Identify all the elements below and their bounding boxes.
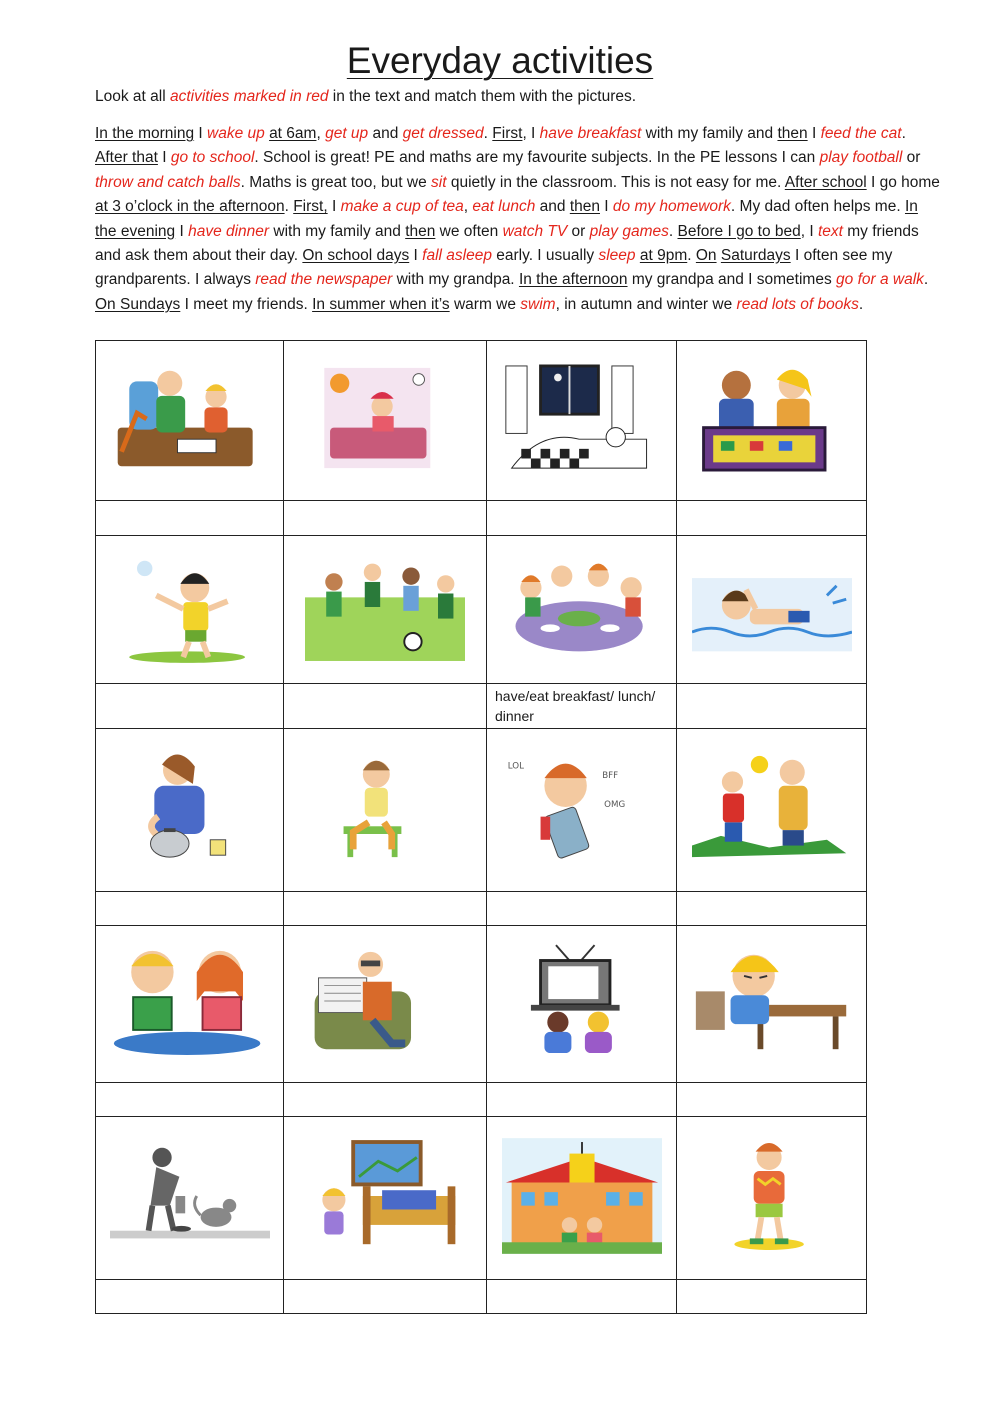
time-phrase: then	[405, 222, 436, 240]
passage-text: early. I usually	[491, 247, 599, 265]
activity-phrase: swim	[520, 295, 556, 313]
passage-text: warm we	[449, 295, 521, 313]
boy-catching-ball-picture	[110, 547, 270, 667]
activity-phrase: get dressed	[402, 125, 484, 142]
time-phrase: In the morning	[95, 125, 195, 142]
activity-phrase: do my homework	[612, 198, 731, 216]
time-phrase: On	[695, 247, 717, 265]
answer-cell[interactable]: have/eat breakfast/ lunch/ dinner	[487, 684, 677, 729]
children-going-to-school-picture	[502, 1136, 662, 1256]
passage-text: quietly in the classroom. This is not easy for me.	[446, 173, 785, 191]
time-phrase: After school	[784, 173, 867, 191]
picture-cell	[677, 535, 867, 683]
answer-cell[interactable]	[487, 1279, 677, 1313]
answer-row	[96, 501, 867, 535]
activity-phrase: wake up	[207, 125, 265, 142]
worksheet-title: Everyday activities	[346, 40, 654, 81]
reading-passage	[95, 122, 940, 317]
passage-text: and	[368, 125, 403, 142]
boy-texting-on-phone-picture	[502, 747, 662, 867]
picture-row	[96, 729, 867, 892]
answer-cell[interactable]	[677, 1279, 867, 1313]
boy-getting-up-from-bed-picture	[305, 1136, 465, 1256]
time-phrase: In the evening	[95, 198, 918, 240]
father-helping-homework-picture	[110, 358, 270, 478]
time-phrase: then	[569, 198, 600, 216]
answer-cell[interactable]	[284, 501, 487, 535]
answer-row	[96, 684, 867, 729]
picture-row	[96, 925, 867, 1082]
children-watching-tv-picture	[502, 941, 662, 1061]
passage-text: .	[858, 295, 864, 313]
picture-cell	[96, 1117, 284, 1280]
answer-cell[interactable]	[677, 1083, 867, 1117]
svg-text:BFF: BFF	[601, 771, 618, 782]
kids-playing-board-game-picture	[692, 358, 852, 478]
answer-cell[interactable]	[284, 684, 487, 729]
answer-cell[interactable]	[284, 891, 487, 925]
picture-cell	[487, 729, 677, 892]
passage-text: , I	[800, 222, 818, 240]
passage-text: I meet my friends.	[180, 295, 313, 313]
time-phrase: at 9pm	[639, 247, 688, 265]
activity-phrase: fall asleep	[422, 247, 492, 265]
passage-text: my friends and ask them about their day.	[95, 222, 919, 265]
woman-making-tea-picture	[110, 747, 270, 867]
time-phrase: On school days	[302, 247, 410, 265]
answer-row	[96, 1083, 867, 1117]
picture-cell	[96, 925, 284, 1082]
activity-phrase: throw and catch balls	[95, 173, 241, 191]
answer-row	[96, 891, 867, 925]
passage-text: . Maths is great too, but we	[240, 173, 432, 191]
picture-cell	[677, 729, 867, 892]
activity-phrase: play games	[589, 222, 669, 240]
picture-cell	[284, 535, 487, 683]
passage-text: I	[194, 125, 208, 142]
passage-text: I often see my grandparents. I always	[95, 247, 893, 289]
activity-phrase: go to school	[170, 149, 255, 167]
passage-text: .	[668, 222, 678, 240]
activity-phrase: eat lunch	[472, 198, 536, 216]
picture-cell	[284, 729, 487, 892]
passage-text: and	[535, 198, 570, 216]
family-having-dinner-picture	[502, 547, 662, 667]
passage-text: I	[327, 198, 341, 216]
answer-cell[interactable]	[96, 1279, 284, 1313]
activity-phrase: have dinner	[188, 222, 270, 240]
picture-cell	[284, 341, 487, 501]
activity-phrase: sit	[431, 173, 447, 191]
time-phrase: On Sundays	[95, 295, 181, 313]
woman-feeding-cat-picture	[110, 1136, 270, 1256]
answer-cell[interactable]	[96, 684, 284, 729]
picture-cell	[487, 1117, 677, 1280]
passage-text: we often	[435, 222, 503, 240]
svg-text:LOL: LOL	[507, 761, 524, 772]
picture-cell	[96, 535, 284, 683]
instruction-after: in the text and match them with the pictures.	[328, 88, 637, 105]
activity-phrase: play football	[819, 149, 903, 167]
picture-cell	[284, 925, 487, 1082]
passage-text: .	[284, 198, 294, 216]
passage-text: I	[599, 198, 613, 216]
passage-text: my grandpa and I sometimes	[627, 271, 837, 289]
answer-cell[interactable]	[487, 501, 677, 535]
picture-cell	[284, 1117, 487, 1280]
passage-text: with my grandpa.	[392, 271, 519, 289]
picture-cell	[96, 341, 284, 501]
picture-cell	[487, 341, 677, 501]
passage-text: . School is great! PE and maths are my favourite subjects. In the PE lessons I can	[254, 149, 820, 167]
passage-text: . My dad often helps me.	[730, 198, 905, 216]
activity-phrase: read the newspaper	[255, 271, 393, 289]
activity-phrase: make a cup of tea	[340, 198, 464, 216]
passage-text: ,	[316, 125, 326, 142]
activity-phrase: sleep	[598, 247, 636, 265]
time-phrase: Before I go to bed	[677, 222, 801, 240]
time-phrase: then	[777, 125, 808, 142]
time-phrase: First	[492, 125, 523, 142]
answer-cell[interactable]	[677, 684, 867, 729]
activity-phrase: get up	[325, 125, 369, 142]
passage-text: I	[409, 247, 423, 265]
answer-cell[interactable]	[487, 891, 677, 925]
activity-phrase: read lots of books	[736, 295, 859, 313]
passage-text: I	[807, 125, 821, 142]
time-phrase: at 3 o’clock in the afternoon	[95, 198, 285, 216]
passage-text: , in autumn and winter we	[555, 295, 737, 313]
answer-cell[interactable]	[487, 1083, 677, 1117]
answer-cell[interactable]	[96, 501, 284, 535]
picture-cell	[487, 925, 677, 1082]
matching-grid	[95, 340, 867, 1314]
picture-cell	[677, 925, 867, 1082]
sleepy-girl-at-desk-picture	[692, 941, 852, 1061]
activity-phrase: watch TV	[502, 222, 568, 240]
picture-cell	[677, 341, 867, 501]
answer-cell[interactable]	[677, 501, 867, 535]
activity-phrase: have breakfast	[539, 125, 642, 142]
girl-waking-up-picture	[305, 358, 465, 478]
passage-text: ,	[463, 198, 473, 216]
passage-text: or	[902, 149, 921, 167]
boy-swimming-picture	[692, 547, 852, 667]
man-reading-newspaper-picture	[305, 941, 465, 1061]
picture-row	[96, 535, 867, 683]
picture-cell	[677, 1117, 867, 1280]
instruction-before: Look at all	[95, 88, 170, 105]
boy-getting-dressed-picture	[692, 1136, 852, 1256]
time-phrase: Saturdays	[720, 247, 791, 265]
passage-text: or	[567, 222, 590, 240]
answer-cell[interactable]	[284, 1083, 487, 1117]
activity-phrase: feed the cat	[820, 125, 902, 142]
grandpa-and-boy-walking-picture	[692, 747, 852, 867]
passage-text: , I	[522, 125, 540, 142]
passage-text: .	[687, 247, 696, 265]
two-children-reading-books-picture	[110, 941, 270, 1061]
picture-row	[96, 341, 867, 501]
answer-cell[interactable]	[677, 891, 867, 925]
picture-cell	[96, 729, 284, 892]
child-sitting-on-stool-picture	[305, 747, 465, 867]
passage-text: .	[901, 125, 906, 142]
passage-text: with my family and	[269, 222, 406, 240]
passage-text: with my family and	[641, 125, 778, 142]
answer-row	[96, 1279, 867, 1313]
instruction-text	[95, 86, 935, 108]
answer-cell[interactable]	[284, 1279, 487, 1313]
child-asleep-in-bed-picture	[502, 358, 662, 478]
passage-text: I go home	[866, 173, 940, 191]
time-phrase: In summer when it’s	[312, 295, 450, 313]
picture-row	[96, 1117, 867, 1280]
svg-text:OMG: OMG	[603, 800, 625, 811]
activity-phrase: go for a walk	[836, 271, 924, 289]
answer-cell[interactable]	[96, 891, 284, 925]
time-phrase: First,	[293, 198, 328, 216]
time-phrase: In the afternoon	[518, 271, 628, 289]
passage-text: .	[483, 125, 493, 142]
passage-text: I	[175, 222, 189, 240]
passage-text: .	[923, 271, 929, 289]
activity-phrase: text	[817, 222, 843, 240]
kids-playing-football-picture	[305, 547, 465, 667]
instruction-highlight: activities marked in red	[169, 88, 329, 105]
answer-cell[interactable]	[96, 1083, 284, 1117]
time-phrase: at 6am	[269, 125, 317, 142]
picture-cell	[487, 535, 677, 683]
time-phrase: After that	[95, 149, 158, 167]
passage-text: I	[157, 149, 171, 167]
